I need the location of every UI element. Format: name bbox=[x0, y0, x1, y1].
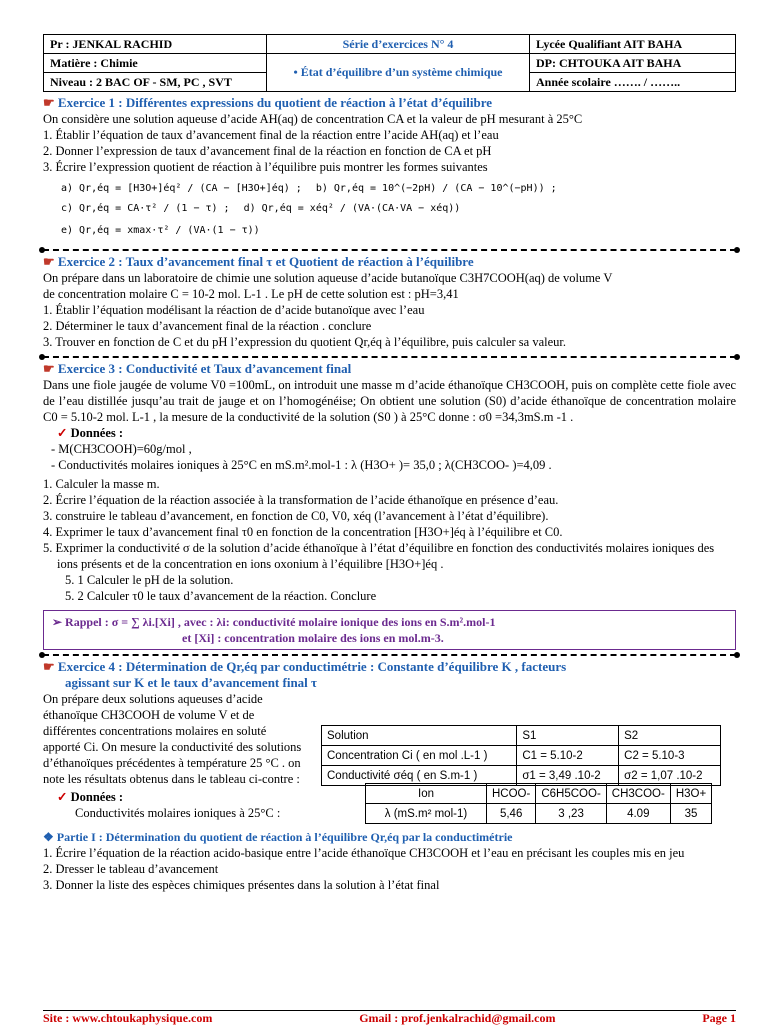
separator bbox=[43, 356, 736, 358]
question: 1. Calculer la masse m. bbox=[43, 477, 160, 491]
teacher-name: Pr : JENKAL RACHID bbox=[44, 35, 267, 54]
question: 1. Établir l’équation modélisant la réaction de d’acide butanoïque avec l’eau bbox=[43, 303, 425, 317]
table-cell: H3O+ bbox=[670, 784, 711, 804]
school-year: Année scolaire ……. / …….. bbox=[530, 73, 736, 92]
question: 1. Écrire l’équation de la réaction acido-basique entre l’acide éthanoïque CH3COOH et l’eau en précisant les couples mis en jeu bbox=[43, 846, 685, 860]
footer-email-link[interactable]: Gmail : prof.jenkalrachid@gmail.com bbox=[359, 1011, 556, 1025]
exercise-1 bbox=[43, 95, 736, 239]
formula-row bbox=[61, 181, 736, 197]
table-cell: C2 = 5.10-3 bbox=[619, 746, 721, 766]
rappel-box bbox=[43, 610, 736, 650]
table-cell: S1 bbox=[517, 726, 619, 746]
check-icon: ✓ bbox=[57, 790, 71, 804]
question: 3. construire le tableau d’avancement, en fonction de C0, V0, xéq (l’avancement à l’état d’équilibre). bbox=[43, 509, 549, 523]
formula-a: a) Qr,éq = [H3O+]éq² / (CA − [H3O+]éq) ; bbox=[61, 183, 302, 194]
table-cell: S2 bbox=[619, 726, 721, 746]
question: 2. Donner l’expression de taux d’avancement final de la réaction en fonction de CA et pH bbox=[43, 144, 492, 158]
exercise-4 bbox=[43, 659, 736, 893]
question: 2. Déterminer le taux d’avancement final de la réaction . conclure bbox=[43, 319, 372, 333]
question: 3. Trouver en fonction de C et du pH l’expression du quotient Qr,éq à l’équilibre, puis calculer sa valeur. bbox=[43, 335, 566, 349]
hand-icon: ☛ bbox=[43, 95, 58, 110]
data-item: - Conductivités molaires ioniques à 25°C en mS.m².mol-1 : λ (H3O+ )= 35,0 ; λ(CH3COO- )=4,09 . bbox=[51, 458, 552, 472]
table-cell: 5,46 bbox=[487, 804, 536, 824]
check-icon: ✓ bbox=[57, 426, 71, 440]
exercise-3-intro: Dans une fiole jaugée de volume V0 =100mL, on introduit une masse m d’acide éthanoïque CH3COOH, puis on complète cette fiole avec de l’eau distillée jusqu’au trait de jauge et on l’homogénéise; On obtient une solution (S0) d’acide éthanoïque de concentration molaire C0 = 5.10-2 mol. L-1 , la mesure de la conductivité de la solution (S0 ) à 25°C donne : σ0 =34,3mS.m -1 . bbox=[43, 378, 736, 424]
document-page bbox=[43, 34, 736, 893]
exercise-1-questions bbox=[43, 127, 736, 175]
subject: Matière : Chimie bbox=[44, 54, 267, 73]
table-cell: λ (mS.m² mol-1) bbox=[366, 804, 487, 824]
series-title: Série d’exercices N° 4 bbox=[267, 35, 530, 54]
formula-c: c) Qr,éq = CA·τ² / (1 − τ) ; bbox=[61, 203, 230, 214]
table-cell: 35 bbox=[670, 804, 711, 824]
table-cell: 3 ,23 bbox=[536, 804, 606, 824]
table-cell: Ion bbox=[366, 784, 487, 804]
topic: • État d’équilibre d’un système chimique bbox=[267, 54, 530, 92]
formula-d: d) Qr,éq = xéq² / (VA·(CA·VA − xéq)) bbox=[243, 203, 461, 214]
hand-icon: ☛ bbox=[43, 254, 58, 269]
exercise-2 bbox=[43, 254, 736, 350]
exercise-1-title: Exercice 1 : Différentes expressions du quotient de réaction à l’état d’équilibre bbox=[57, 95, 493, 110]
question: 5. Exprimer la conductivité σ de la solution d’acide éthanoïque à l’état d’équilibre en fonction des conductivités molaires ioniques des ions présents et de la concentration en ions oxonium à l’équilibre [H3O+]éq . bbox=[43, 541, 715, 571]
table-cell: σ2 = 1,07 .10-2 bbox=[619, 766, 721, 786]
page-number: Page 1 bbox=[702, 1011, 736, 1025]
table-cell: HCOO- bbox=[487, 784, 536, 804]
question: 1. Établir l’équation de taux d’avancement final de la réaction entre l’acide AH(aq) et l’eau bbox=[43, 128, 499, 142]
question: 4. Exprimer le taux d’avancement final τ0 en fonction de la concentration [H3O+]éq à l’équilibre et C0. bbox=[43, 525, 563, 539]
formula-e: e) Qr,éq = xmax·τ² / (VA·(1 − τ)) bbox=[61, 225, 260, 236]
table-cell: C6H5COO- bbox=[536, 784, 606, 804]
school-name: Lycée Qualifiant AIT BAHA bbox=[530, 35, 736, 54]
table-cell: C1 = 5.10-2 bbox=[517, 746, 619, 766]
solutions-table bbox=[321, 725, 721, 786]
question: 2. Dresser le tableau d’avancement bbox=[43, 862, 219, 876]
ion-table bbox=[365, 783, 712, 824]
direction: DP: CHTOUKA AIT BAHA bbox=[530, 54, 736, 73]
exercise-1-intro: On considère une solution aqueuse d’acide AH(aq) de concentration CA et la valeur de pH mesurant à 25°C bbox=[43, 112, 583, 126]
exercise-4-intro: On prépare deux solutions aqueuses d’acide éthanoïque CH3COOH de volume V et de différentes concentrations molaires en soluté apporté Ci. On mesure la conductivité des solutions d’éthanoïques précédentes à température 25 °C . on note les résultats obtenus dans le tableau ci-contre : bbox=[43, 692, 302, 786]
rappel-line-2: et [Xi] : concentration molaire des ions en mol.m-3. bbox=[182, 631, 444, 645]
table-cell: 4.09 bbox=[606, 804, 670, 824]
rappel-line-1: ➢ Rappel : σ = ∑ λi.[Xi] , avec : λi: conductivité molaire ionique des ions en S.m².mol-1 bbox=[52, 615, 496, 629]
conductivity-label: Conductivités molaires ioniques à 25°C : bbox=[75, 806, 281, 820]
partie-1-title: ❖ Partie I : Détermination du quotient de réaction à l’équilibre Qr,éq par la conductimétrie bbox=[43, 830, 513, 844]
table-cell: Conductivité σéq ( en S.m-1 ) bbox=[322, 766, 517, 786]
level: Niveau : 2 BAC OF - SM, PC , SVT bbox=[44, 73, 267, 92]
separator bbox=[43, 654, 736, 656]
question: 3. Donner la liste des espèces chimiques présentes dans la solution à l’état final bbox=[43, 878, 440, 892]
header-table bbox=[43, 34, 736, 92]
table-cell: σ1 = 3,49 .10-2 bbox=[517, 766, 619, 786]
sub-question: 5. 1 Calculer le pH de la solution. bbox=[65, 573, 234, 587]
question: 2. Écrire l’équation de la réaction associée à la transformation de l’acide éthanoïque en présence d’eau. bbox=[43, 493, 559, 507]
formula-b: b) Qr,éq = 10^(−2pH) / (CA − 10^(−pH)) ; bbox=[315, 183, 557, 194]
hand-icon: ☛ bbox=[43, 361, 58, 376]
exercise-2-intro: On prépare dans un laboratoire de chimie une solution aqueuse d’acide butanoïque C3H7COOH(aq) de volume V bbox=[43, 271, 613, 285]
table-cell: CH3COO- bbox=[606, 784, 670, 804]
donnees-label: Données : bbox=[70, 426, 124, 440]
hand-icon: ☛ bbox=[43, 659, 58, 674]
exercise-4-title-cont: agissant sur K et le taux d’avancement final τ bbox=[65, 675, 318, 690]
exercise-4-title: Exercice 4 : Détermination de Qr,éq par conductimétrie : Constante d’équilibre K , facteurs bbox=[57, 659, 567, 674]
formula-row bbox=[61, 201, 736, 217]
question: 3. Écrire l’expression quotient de réaction à l’équilibre puis montrer les formes suivantes bbox=[43, 160, 488, 174]
footer-site-link[interactable]: Site : www.chtoukaphysique.com bbox=[43, 1011, 213, 1025]
exercise-2-title: Exercice 2 : Taux d’avancement final τ et Quotient de réaction à l’équilibre bbox=[57, 254, 474, 269]
exercise-2-intro: de concentration molaire C = 10-2 mol. L-1 . Le pH de cette solution est : pH=3,41 bbox=[43, 287, 459, 301]
exercise-3 bbox=[43, 361, 736, 650]
data-item: - M(CH3COOH)=60g/mol , bbox=[51, 442, 192, 456]
table-cell: Concentration Ci ( en mol .L-1 ) bbox=[322, 746, 517, 766]
table-cell: Solution bbox=[322, 726, 517, 746]
donnees-label: Données : bbox=[70, 790, 124, 804]
separator bbox=[43, 249, 736, 251]
sub-question: 5. 2 Calculer τ0 le taux d’avancement de la réaction. Conclure bbox=[65, 589, 377, 603]
exercise-3-title: Exercice 3 : Conductivité et Taux d’avancement final bbox=[57, 361, 352, 376]
